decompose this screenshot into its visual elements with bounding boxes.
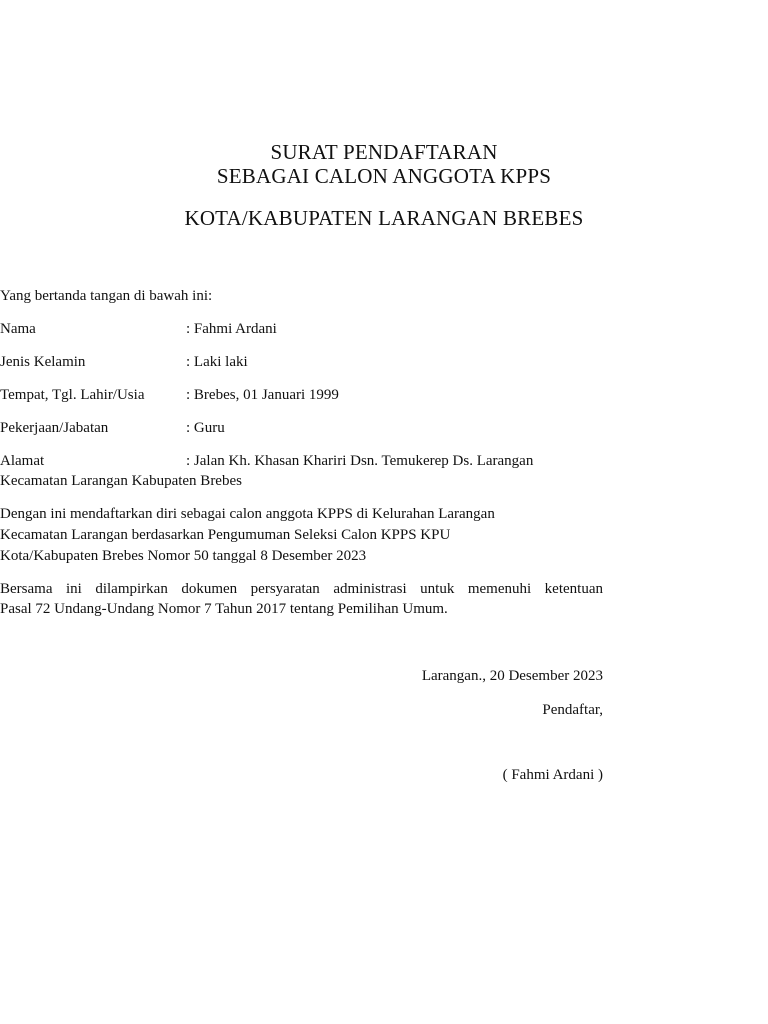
field-label-alamat: Alamat [0, 453, 45, 469]
title-line-1: SURAT PENDAFTARAN [270, 140, 498, 164]
field-value-ttl: : Brebes, 01 Januari 1999 [186, 387, 339, 403]
signature-name: ( Fahmi Ardani ) [502, 767, 603, 783]
field-label-pekerjaan: Pekerjaan/Jabatan [0, 420, 109, 436]
field-label-nama: Nama [0, 321, 36, 337]
place-date: Larangan., 20 Desember 2023 [421, 668, 603, 684]
intro-text: Yang bertanda tangan di bawah ini: [0, 288, 213, 304]
field-value-jenis-kelamin: : Laki laki [186, 354, 248, 370]
field-value-alamat-continuation: Kecamatan Larangan Kabupaten Brebes [0, 473, 242, 489]
paragraph-registration-line-1: Dengan ini mendaftarkan diri sebagai calon anggota KPPS di Kelurahan Larangan [0, 506, 495, 522]
field-label-ttl: Tempat, Tgl. Lahir/Usia [0, 387, 145, 403]
title-line-2: SEBAGAI CALON ANGGOTA KPPS [216, 164, 552, 188]
paragraph-attachment-line-2: Pasal 72 Undang-Undang Nomor 7 Tahun 2017 tentang Pemilihan Umum. [0, 601, 448, 617]
signer-role: Pendaftar, [542, 702, 603, 718]
field-value-nama: : Fahmi Ardani [186, 321, 277, 337]
field-value-pekerjaan: : Guru [186, 420, 225, 436]
paragraph-attachment-line-1-text: Bersama ini dilampirkan dokumen persyaratan administrasi untuk memenuhi ketentuan [0, 581, 603, 597]
field-label-jenis-kelamin: Jenis Kelamin [0, 354, 86, 370]
paragraph-registration-line-2: Kecamatan Larangan berdasarkan Pengumuman Seleksi Calon KPPS KPU [0, 527, 451, 543]
field-value-alamat: : Jalan Kh. Khasan Khariri Dsn. Temukerep Ds. Larangan [186, 453, 534, 469]
paragraph-registration-line-3: Kota/Kabupaten Brebes Nomor 50 tanggal 8 Desember 2023 [0, 548, 367, 564]
title-line-3: KOTA/KABUPATEN LARANGAN BREBES [184, 206, 584, 230]
